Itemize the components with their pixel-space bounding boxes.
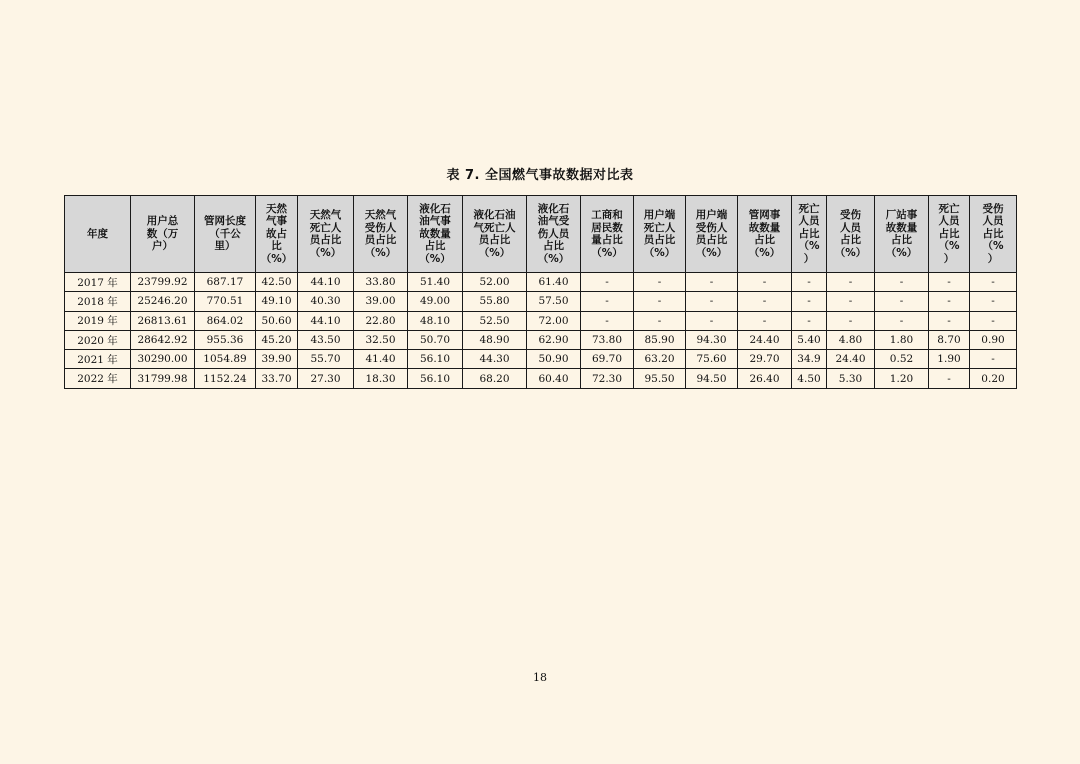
table-cell: - — [792, 311, 827, 330]
table-cell: - — [827, 311, 875, 330]
table-cell: 56.10 — [408, 350, 463, 369]
table-cell: - — [792, 273, 827, 292]
table-cell: 49.10 — [256, 292, 298, 311]
table-cell: 24.40 — [827, 350, 875, 369]
table-cell: 39.00 — [354, 292, 408, 311]
column-header: 工商和 居民数 量占比 （%） — [581, 196, 634, 273]
table-cell: 56.10 — [408, 369, 463, 388]
table-cell: 52.00 — [463, 273, 527, 292]
table-cell: 34.9 — [792, 350, 827, 369]
table-cell: 85.90 — [634, 330, 686, 349]
table-cell: 33.70 — [256, 369, 298, 388]
table-cell: 41.40 — [354, 350, 408, 369]
gas-accident-table — [64, 195, 1017, 389]
table-cell: - — [738, 311, 792, 330]
table-cell: 60.40 — [527, 369, 581, 388]
table-cell: 1054.89 — [195, 350, 256, 369]
table-cell: - — [875, 273, 929, 292]
table-cell: 55.70 — [298, 350, 354, 369]
table-cell: 72.30 — [581, 369, 634, 388]
table-cell: 45.20 — [256, 330, 298, 349]
column-header: 死亡 人员 占比 （% ） — [929, 196, 970, 273]
table-cell: - — [738, 273, 792, 292]
table-cell: 5.30 — [827, 369, 875, 388]
table-cell: 0.20 — [970, 369, 1017, 388]
table-row — [65, 292, 1017, 311]
table-cell: 72.00 — [527, 311, 581, 330]
table-cell: 44.10 — [298, 273, 354, 292]
table-cell: - — [970, 292, 1017, 311]
table-cell: 4.80 — [827, 330, 875, 349]
table-cell: 8.70 — [929, 330, 970, 349]
table-cell: 33.80 — [354, 273, 408, 292]
table-cell: - — [581, 311, 634, 330]
table-cell: - — [738, 292, 792, 311]
table-cell: 49.00 — [408, 292, 463, 311]
table-row — [65, 311, 1017, 330]
table-cell: 23799.92 — [131, 273, 195, 292]
table-row — [65, 330, 1017, 349]
year-cell: 2017 年 — [65, 273, 131, 292]
table-cell: 57.50 — [527, 292, 581, 311]
table-cell: - — [970, 350, 1017, 369]
table-cell: 955.36 — [195, 330, 256, 349]
table-cell: 68.20 — [463, 369, 527, 388]
column-header: 液化石 油气事 故数量 占比 （%） — [408, 196, 463, 273]
table-cell: 40.30 — [298, 292, 354, 311]
table-cell: 32.50 — [354, 330, 408, 349]
table-cell: 50.70 — [408, 330, 463, 349]
table-cell: 25246.20 — [131, 292, 195, 311]
table-cell: - — [792, 292, 827, 311]
table-cell: - — [581, 292, 634, 311]
table-cell: - — [929, 311, 970, 330]
table-cell: 30290.00 — [131, 350, 195, 369]
year-cell: 2019 年 — [65, 311, 131, 330]
table-header — [65, 196, 1017, 273]
table-cell: 29.70 — [738, 350, 792, 369]
table-cell: 4.50 — [792, 369, 827, 388]
table-cell: 1152.24 — [195, 369, 256, 388]
table-cell: - — [929, 292, 970, 311]
table-cell: - — [634, 273, 686, 292]
table-cell: 0.52 — [875, 350, 929, 369]
column-header: 用户端 受伤人 员占比 （%） — [686, 196, 738, 273]
column-header: 年度 — [65, 196, 131, 273]
column-header: 受伤 人员 占比 （% ） — [970, 196, 1017, 273]
table-cell: - — [634, 311, 686, 330]
table-cell: - — [875, 292, 929, 311]
table-cell: 27.30 — [298, 369, 354, 388]
column-header: 受伤 人员 占比 （%） — [827, 196, 875, 273]
column-header: 死亡 人员 占比 （% ） — [792, 196, 827, 273]
table-cell: 28642.92 — [131, 330, 195, 349]
table-cell: 50.60 — [256, 311, 298, 330]
table-cell: 48.10 — [408, 311, 463, 330]
column-header: 液化石 油气受 伤人员 占比 （%） — [527, 196, 581, 273]
column-header: 天然 气事 故占 比 （%） — [256, 196, 298, 273]
table-cell: - — [686, 292, 738, 311]
table-cell: 26813.61 — [131, 311, 195, 330]
table-cell: 44.10 — [298, 311, 354, 330]
table-cell: - — [970, 273, 1017, 292]
column-header: 管网长度 （千公 里） — [195, 196, 256, 273]
column-header: 天然气 死亡人 员占比 （%） — [298, 196, 354, 273]
table-cell: - — [581, 273, 634, 292]
header-row — [65, 196, 1017, 273]
table-caption: 表 7. 全国燃气事故数据对比表 — [446, 168, 634, 183]
table-cell: 63.20 — [634, 350, 686, 369]
table-cell: 69.70 — [581, 350, 634, 369]
table-cell: 0.90 — [970, 330, 1017, 349]
table-cell: 18.30 — [354, 369, 408, 388]
table-cell: 687.17 — [195, 273, 256, 292]
table-cell: 22.80 — [354, 311, 408, 330]
table-cell: 48.90 — [463, 330, 527, 349]
table-body — [65, 273, 1017, 389]
table-cell: 864.02 — [195, 311, 256, 330]
table-cell: - — [929, 273, 970, 292]
table-cell: 1.80 — [875, 330, 929, 349]
table-cell: 94.30 — [686, 330, 738, 349]
column-header: 用户总 数（万 户） — [131, 196, 195, 273]
table-cell: - — [686, 273, 738, 292]
table-cell: 73.80 — [581, 330, 634, 349]
column-header: 用户端 死亡人 员占比 （%） — [634, 196, 686, 273]
year-cell: 2022 年 — [65, 369, 131, 388]
table-row — [65, 273, 1017, 292]
table-cell: 39.90 — [256, 350, 298, 369]
page-number: 18 — [533, 671, 547, 684]
table-cell: 51.40 — [408, 273, 463, 292]
table-cell: 55.80 — [463, 292, 527, 311]
table-cell: - — [827, 273, 875, 292]
column-header: 天然气 受伤人 员占比 （%） — [354, 196, 408, 273]
column-header: 液化石油 气死亡人 员占比 （%） — [463, 196, 527, 273]
table-cell: - — [929, 369, 970, 388]
table-cell: 44.30 — [463, 350, 527, 369]
year-cell: 2021 年 — [65, 350, 131, 369]
table-cell: 52.50 — [463, 311, 527, 330]
table-cell: - — [634, 292, 686, 311]
table-cell: - — [875, 311, 929, 330]
table-cell: - — [827, 292, 875, 311]
table-cell: 62.90 — [527, 330, 581, 349]
table-cell: 1.90 — [929, 350, 970, 369]
table-cell: 94.50 — [686, 369, 738, 388]
table-cell: - — [970, 311, 1017, 330]
table-cell: 95.50 — [634, 369, 686, 388]
table-cell: 26.40 — [738, 369, 792, 388]
column-header: 厂站事 故数量 占比 （%） — [875, 196, 929, 273]
table-cell: 24.40 — [738, 330, 792, 349]
table-cell: 50.90 — [527, 350, 581, 369]
table-cell: 43.50 — [298, 330, 354, 349]
table-cell: 42.50 — [256, 273, 298, 292]
table-cell: 31799.98 — [131, 369, 195, 388]
table-row — [65, 369, 1017, 388]
table-cell: 770.51 — [195, 292, 256, 311]
year-cell: 2020 年 — [65, 330, 131, 349]
table-row — [65, 350, 1017, 369]
table-cell: 5.40 — [792, 330, 827, 349]
table-cell: 61.40 — [527, 273, 581, 292]
table-cell: - — [686, 311, 738, 330]
table-cell: 75.60 — [686, 350, 738, 369]
column-header: 管网事 故数量 占比 （%） — [738, 196, 792, 273]
table-cell: 1.20 — [875, 369, 929, 388]
year-cell: 2018 年 — [65, 292, 131, 311]
